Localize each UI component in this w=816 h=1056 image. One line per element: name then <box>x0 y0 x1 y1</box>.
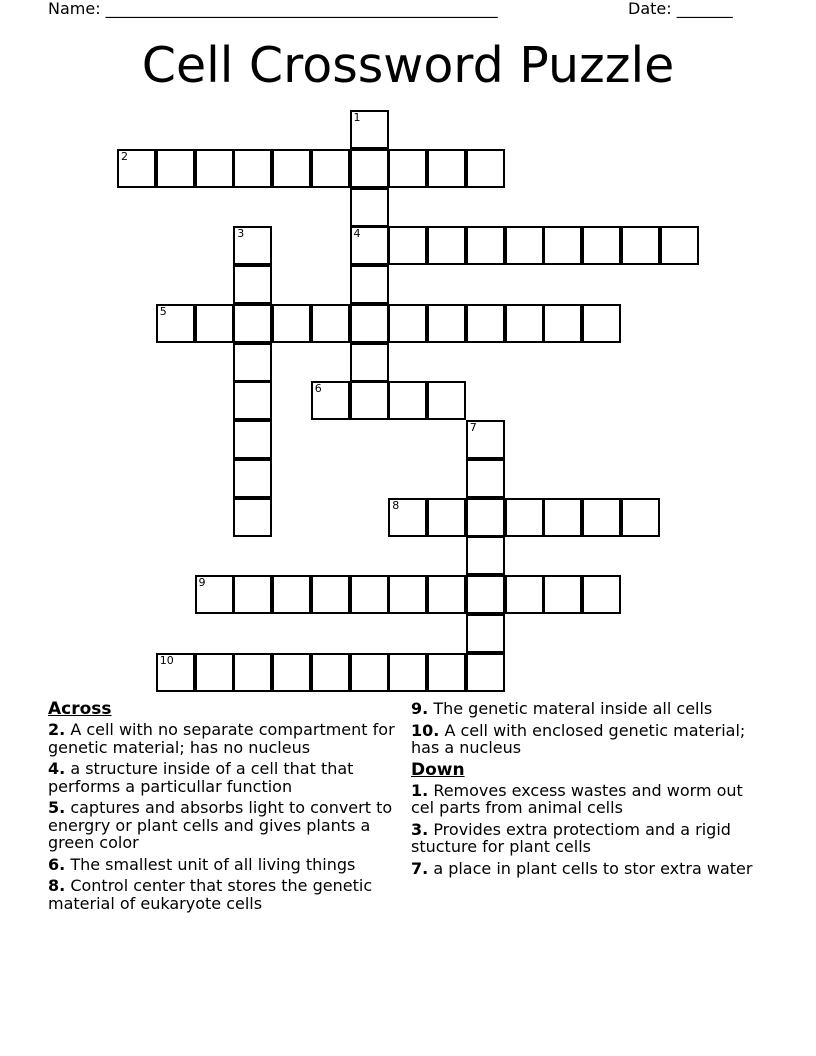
crossword-cell[interactable] <box>427 226 466 265</box>
clue-number: 8. <box>48 876 66 895</box>
across-heading: Across <box>48 699 112 719</box>
clues-left-column <box>48 700 403 916</box>
page-title: Cell Crossword Puzzle <box>141 37 675 94</box>
clue-text: The genetic materal inside all cells <box>433 699 713 718</box>
crossword-cell[interactable] <box>466 653 505 692</box>
crossword-cell[interactable] <box>427 381 466 420</box>
crossword-cell[interactable] <box>233 304 272 343</box>
clue-text: Control center that stores the genetic material of eukaryote cells <box>48 876 373 913</box>
crossword-cell[interactable] <box>350 343 389 382</box>
crossword-cell[interactable] <box>582 226 621 265</box>
crossword-cell[interactable] <box>427 149 466 188</box>
crossword-cell[interactable] <box>350 226 389 265</box>
crossword-cell[interactable] <box>350 575 389 614</box>
crossword-cell[interactable] <box>233 265 272 304</box>
crossword-cell[interactable] <box>427 498 466 537</box>
crossword-cell[interactable] <box>543 304 582 343</box>
crossword-cell[interactable] <box>117 149 156 188</box>
crossword-cell[interactable] <box>543 575 582 614</box>
crossword-cell[interactable] <box>156 149 195 188</box>
crossword-cell[interactable] <box>233 575 272 614</box>
crossword-cell[interactable] <box>466 149 505 188</box>
clue-down-3 <box>411 821 761 856</box>
clue-text: A cell with enclosed genetic material; has a nucleus <box>411 720 746 757</box>
crossword-cell[interactable] <box>311 575 350 614</box>
crossword-cell[interactable] <box>466 226 505 265</box>
crossword-cell[interactable] <box>466 536 505 575</box>
clue-down-7 <box>411 860 761 878</box>
cell-number: 5 <box>159 304 167 318</box>
crossword-cell[interactable] <box>272 653 311 692</box>
crossword-cell[interactable] <box>233 226 272 265</box>
crossword-cell[interactable] <box>195 575 234 614</box>
crossword-cell[interactable] <box>505 226 544 265</box>
crossword-cell[interactable] <box>272 149 311 188</box>
crossword-cell[interactable] <box>621 226 660 265</box>
crossword-cell[interactable] <box>388 304 427 343</box>
cell-number: 6 <box>314 382 322 396</box>
crossword-cell[interactable] <box>582 575 621 614</box>
clue-number: 10. <box>411 720 440 740</box>
cell-number: 7 <box>469 421 477 434</box>
crossword-cell[interactable] <box>505 575 544 614</box>
cell-number: 3 <box>237 227 245 241</box>
crossword-cell[interactable] <box>505 304 544 343</box>
crossword-cell[interactable] <box>543 226 582 265</box>
cell-number: 1 <box>353 111 361 124</box>
crossword-cell[interactable] <box>311 304 350 343</box>
cell-number: 10 <box>159 653 174 667</box>
crossword-cell[interactable] <box>272 304 311 343</box>
clue-across-9 <box>411 700 761 718</box>
crossword-cell[interactable] <box>195 149 234 188</box>
crossword-cell[interactable] <box>350 381 389 420</box>
clue-text: a structure inside of a cell that that performs a particullar function <box>48 759 354 796</box>
cell-number: 2 <box>121 149 128 163</box>
name-field[interactable]: Name: _________________________________________________ <box>48 0 498 18</box>
clues-right-column <box>411 700 761 881</box>
cell-number: 9 <box>198 576 206 589</box>
crossword-cell[interactable] <box>582 304 621 343</box>
crossword-cell[interactable] <box>311 381 350 420</box>
crossword-cell[interactable] <box>233 381 272 420</box>
clue-across-10 <box>411 722 761 757</box>
date-field[interactable]: Date: _______ <box>628 0 733 18</box>
crossword-cell[interactable] <box>350 265 389 304</box>
cell-number: 4 <box>353 227 361 241</box>
crossword-cell[interactable] <box>543 498 582 537</box>
clue-text: A cell with no separate compartment for genetic material; has no nucleus <box>48 720 395 757</box>
clue-across-6 <box>48 856 403 874</box>
clue-number: 5. <box>48 798 66 817</box>
crossword-cell[interactable] <box>466 498 505 537</box>
crossword-cell[interactable] <box>582 498 621 537</box>
crossword-cell[interactable] <box>233 498 272 537</box>
crossword-cell[interactable] <box>388 381 427 420</box>
crossword-cell[interactable] <box>272 575 311 614</box>
crossword-cell[interactable] <box>233 420 272 459</box>
crossword-cell[interactable] <box>427 304 466 343</box>
crossword-cell[interactable] <box>427 653 466 692</box>
crossword-cell[interactable] <box>621 498 660 537</box>
crossword-cell[interactable] <box>350 304 389 343</box>
crossword-cell[interactable] <box>660 226 699 265</box>
clue-across-2 <box>48 721 403 756</box>
crossword-cell[interactable] <box>195 304 234 343</box>
clue-text: The smallest unit of all living things <box>70 854 356 874</box>
crossword-cell[interactable] <box>388 226 427 265</box>
crossword-cell[interactable] <box>233 149 272 188</box>
down-heading: Down <box>411 759 465 780</box>
crossword-cell[interactable] <box>466 614 505 653</box>
crossword-cell[interactable] <box>156 653 195 692</box>
clue-number: 2. <box>48 720 66 739</box>
clue-number: 3. <box>411 819 429 839</box>
clue-text: a place in plant cells to stor extra water <box>433 858 753 878</box>
crossword-cell[interactable] <box>466 575 505 614</box>
clue-number: 4. <box>48 759 66 778</box>
clue-across-8 <box>48 877 403 912</box>
crossword-cell[interactable] <box>350 653 389 692</box>
crossword-cell[interactable] <box>505 498 544 537</box>
crossword-cell[interactable] <box>466 304 505 343</box>
clue-across-4 <box>48 760 403 795</box>
crossword-cell[interactable] <box>466 459 505 498</box>
clue-number: 1. <box>411 780 429 800</box>
crossword-cell[interactable] <box>233 653 272 692</box>
crossword-cell[interactable] <box>388 575 427 614</box>
clue-text: Removes excess wastes and worm out cel parts from animal cells <box>411 780 743 817</box>
crossword-cell[interactable] <box>195 653 234 692</box>
crossword-cell[interactable] <box>350 149 389 188</box>
crossword-cell[interactable] <box>466 420 505 459</box>
crossword-cell[interactable] <box>350 188 389 227</box>
crossword-cell[interactable] <box>427 575 466 614</box>
clue-down-1 <box>411 782 761 817</box>
clue-number: 9. <box>411 699 429 718</box>
cell-number: 8 <box>392 498 400 512</box>
clue-number: 6. <box>48 854 66 874</box>
crossword-cell[interactable] <box>311 653 350 692</box>
crossword-cell[interactable] <box>388 149 427 188</box>
crossword-cell[interactable] <box>388 498 427 537</box>
crossword-cell[interactable] <box>156 304 195 343</box>
clue-number: 7. <box>411 858 429 878</box>
crossword-cell[interactable] <box>311 149 350 188</box>
crossword-cell[interactable] <box>233 459 272 498</box>
clue-across-5 <box>48 799 403 852</box>
clue-text: Provides extra protectiom and a rigid stucture for plant cells <box>411 819 731 856</box>
crossword-cell[interactable] <box>350 110 389 149</box>
crossword-cell[interactable] <box>233 343 272 382</box>
crossword-cell[interactable] <box>388 653 427 692</box>
clue-text: captures and absorbs light to convert to energry or plant cells and gives plants a green color <box>48 798 393 852</box>
